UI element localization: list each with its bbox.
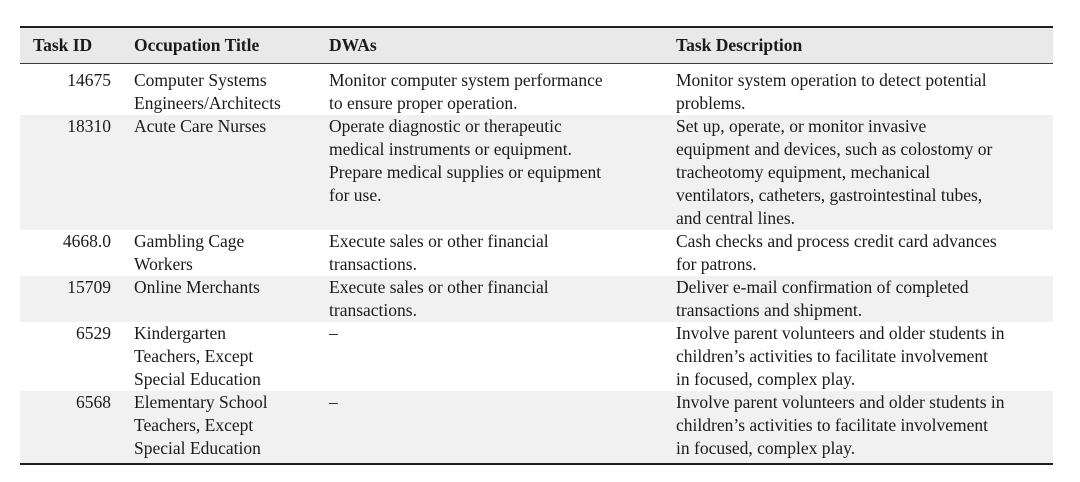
cell-occupation-title	[122, 115, 318, 230]
cell-task-id: 15709	[67, 277, 111, 297]
cell-occupation-title	[122, 391, 318, 463]
cell-task-id: 14675	[67, 70, 111, 90]
cell-occupation-title	[122, 230, 318, 276]
cell-task-description-line: Involve parent volunteers and older students in	[676, 392, 1005, 412]
cell-dwas-line: to ensure proper operation.	[329, 93, 518, 113]
cell-task-description-line: for patrons.	[676, 254, 757, 274]
cell-task-description-line: children’s activities to facilitate involvement	[676, 415, 988, 435]
cell-dwas-line: for use.	[329, 185, 382, 205]
table-row	[20, 276, 1053, 322]
cell-task-description-line: children’s activities to facilitate involvement	[676, 346, 988, 366]
cell-task-description-line: and central lines.	[676, 208, 796, 228]
cell-dwas	[318, 276, 663, 322]
cell-dwas-line: Prepare medical supplies or equipment	[329, 162, 602, 182]
cell-occupation-title-line: Special Education	[134, 369, 261, 389]
cell-occupation-title-line: Kindergarten	[134, 323, 227, 343]
cell-occupation-title-line: Gambling Cage	[134, 231, 245, 251]
cell-dwas-line: medical instruments or equipment.	[329, 139, 573, 159]
cell-task-description-line: problems.	[676, 93, 746, 113]
cell-occupation-title-line: Engineers/Architects	[134, 93, 281, 113]
header-row	[20, 28, 1053, 63]
cell-task-description	[663, 230, 1053, 276]
header-occupation-title: Occupation Title	[134, 35, 260, 55]
header-dwas: DWAs	[329, 35, 377, 55]
cell-task-description-line: Monitor system operation to detect potential	[676, 70, 987, 90]
cell-task-id: 6568	[76, 392, 111, 412]
cell-dwas	[318, 391, 663, 463]
cell-dwas-line: Operate diagnostic or therapeutic	[329, 116, 562, 136]
cell-task-id: 4668.0	[62, 231, 111, 251]
cell-occupation-title	[122, 276, 318, 322]
cell-task-id: 18310	[67, 116, 111, 136]
cell-task-description-line: Cash checks and process credit card advances	[676, 231, 997, 251]
cell-occupation-title	[122, 64, 318, 115]
cell-task-description	[663, 115, 1053, 230]
table-row	[20, 322, 1053, 391]
cell-dwas	[318, 322, 663, 391]
cell-dwas	[318, 230, 663, 276]
cell-occupation-title	[122, 322, 318, 391]
cell-task-description-line: tracheotomy equipment, mechanical	[676, 162, 931, 182]
table-bottom-rule	[20, 463, 1053, 465]
cell-task-description	[663, 276, 1053, 322]
cell-task-description-line: Set up, operate, or monitor invasive	[676, 116, 927, 136]
cell-task-description-line: equipment and devices, such as colostomy or	[676, 139, 993, 159]
header-task-description: Task Description	[676, 35, 803, 55]
cell-task-id: 6529	[76, 323, 111, 343]
table-row	[20, 64, 1053, 115]
cell-dwas-line: Monitor computer system performance	[329, 70, 603, 90]
cell-dwas	[318, 64, 663, 115]
cell-dwas	[318, 115, 663, 230]
cell-dwas-line: –	[329, 323, 338, 343]
cell-occupation-title-line: Acute Care Nurses	[134, 116, 267, 136]
cell-occupation-title-line: Teachers, Except	[134, 346, 254, 366]
cell-task-description-line: transactions and shipment.	[676, 300, 863, 320]
data-table	[20, 28, 1053, 63]
task-table	[20, 26, 1053, 465]
data-table-body	[20, 64, 1053, 463]
cell-occupation-title-line: Workers	[134, 254, 193, 274]
cell-task-description	[663, 64, 1053, 115]
table-row	[20, 391, 1053, 463]
cell-dwas-line: Execute sales or other financial	[329, 231, 549, 251]
table-row	[20, 115, 1053, 230]
table-row	[20, 230, 1053, 276]
cell-occupation-title-line: Special Education	[134, 438, 261, 458]
cell-occupation-title-line: Teachers, Except	[134, 415, 254, 435]
cell-dwas-line: Execute sales or other financial	[329, 277, 549, 297]
cell-dwas-line: transactions.	[329, 300, 417, 320]
cell-occupation-title-line: Elementary School	[134, 392, 268, 412]
cell-task-description-line: ventilators, catheters, gastrointestinal tubes,	[676, 185, 983, 205]
cell-dwas-line: transactions.	[329, 254, 417, 274]
cell-task-description-line: Deliver e-mail confirmation of completed	[676, 277, 969, 297]
cell-occupation-title-line: Online Merchants	[134, 277, 260, 297]
cell-task-description	[663, 322, 1053, 391]
cell-task-description	[663, 391, 1053, 463]
cell-occupation-title-line: Computer Systems	[134, 70, 267, 90]
cell-task-description-line: in focused, complex play.	[676, 369, 856, 389]
cell-dwas-line: –	[329, 392, 338, 412]
cell-task-description-line: Involve parent volunteers and older students in	[676, 323, 1005, 343]
header-task-id: Task ID	[33, 35, 93, 55]
cell-task-description-line: in focused, complex play.	[676, 438, 856, 458]
